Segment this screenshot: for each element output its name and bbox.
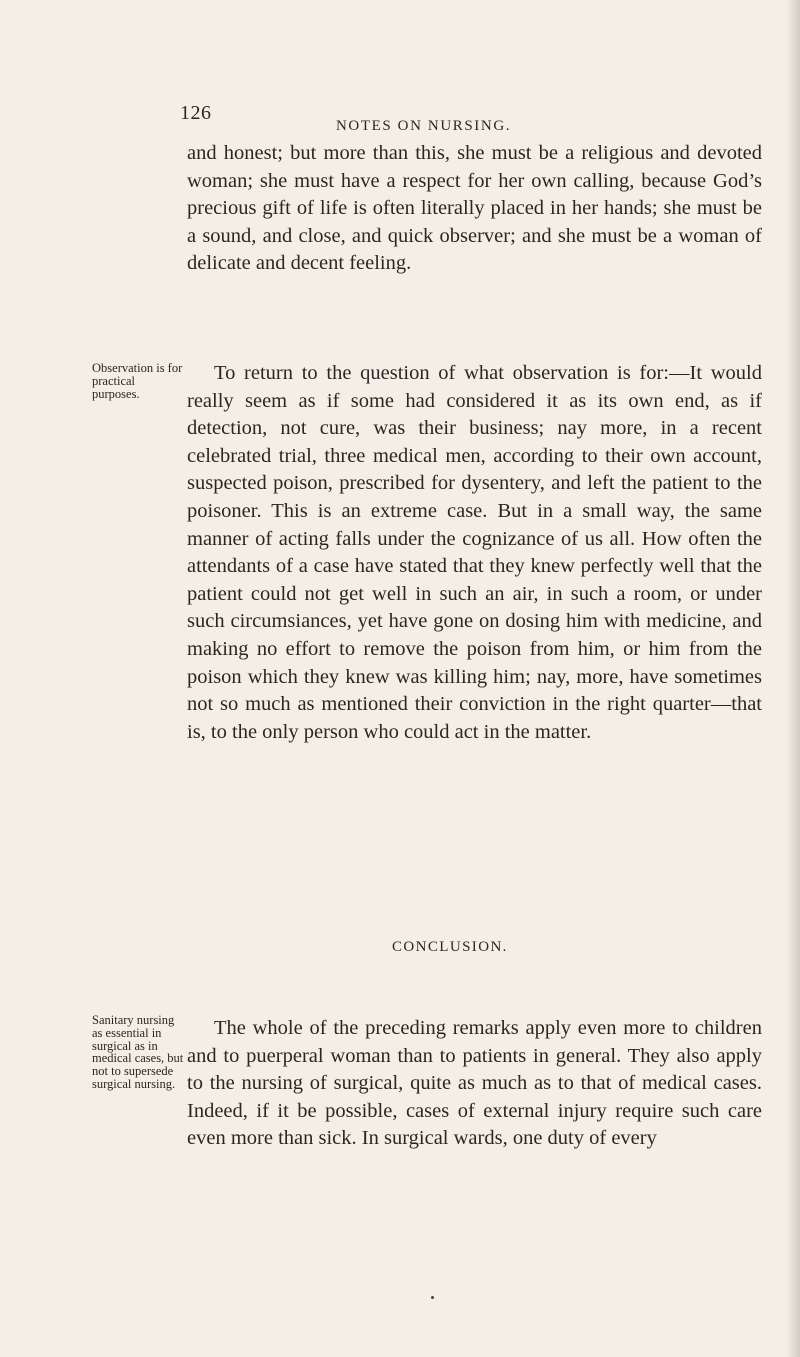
paragraph-2: To return to the question of what observation is for:—It would really seem as if some had considered it as its own end, as if detection, not cure, was their business; nay more, in a recent celebrated trial, three medical men, according to their own account, suspected poison, prescribed for dysentery, and left the patient to the poisoner. This is an extreme case. But in a small way, the same manner of acting falls under the cognizance of us all. How often the attendants of a case have stated that they knew perfectly well that the patient could not get well in such an air, in such a room, or under such circumsiances, yet have gone on dosing him with medicine, and making no effort to remove the poison from him, or him from the poison which they knew was killing him; nay, more, have sometimes not so much as mentioned their conviction in the right quarter—that is, to the only person who could act in the matter. (187, 362, 762, 743)
page-header (0, 102, 800, 132)
printer-mark (431, 1296, 434, 1299)
margin-note-observation: Observation is for practical purposes. (92, 361, 183, 401)
margin-note-sanitary-nursing: Sanitary nursing as essential in surgical as in medical cases, but not to supersede surgical nursing. (92, 1013, 184, 1091)
running-head: NOTES ON NURSING. (336, 118, 512, 134)
page-number: 126 (180, 102, 212, 124)
paragraph-3: The whole of the preceding remarks apply even more to children and to puerperal woman than to patients in general. They also apply to the nursing of surgical, quite as much as to that of medical cases. Indeed, if it be possible, cases of external injury require such care even more than sick. In surgical wards, one duty of every (187, 1017, 762, 1150)
page-edge-shadow (786, 0, 800, 1357)
paragraph-1: and honest; but more than this, she must be a religious and devoted woman; she must have a respect for her own calling, because God’s precious gift of life is often literally placed in her hands; she must be a sound, and close, and quick observer; and she must be a woman of delicate and decent feeling. (187, 142, 762, 275)
section-heading-conclusion: CONCLUSION. (392, 939, 508, 955)
